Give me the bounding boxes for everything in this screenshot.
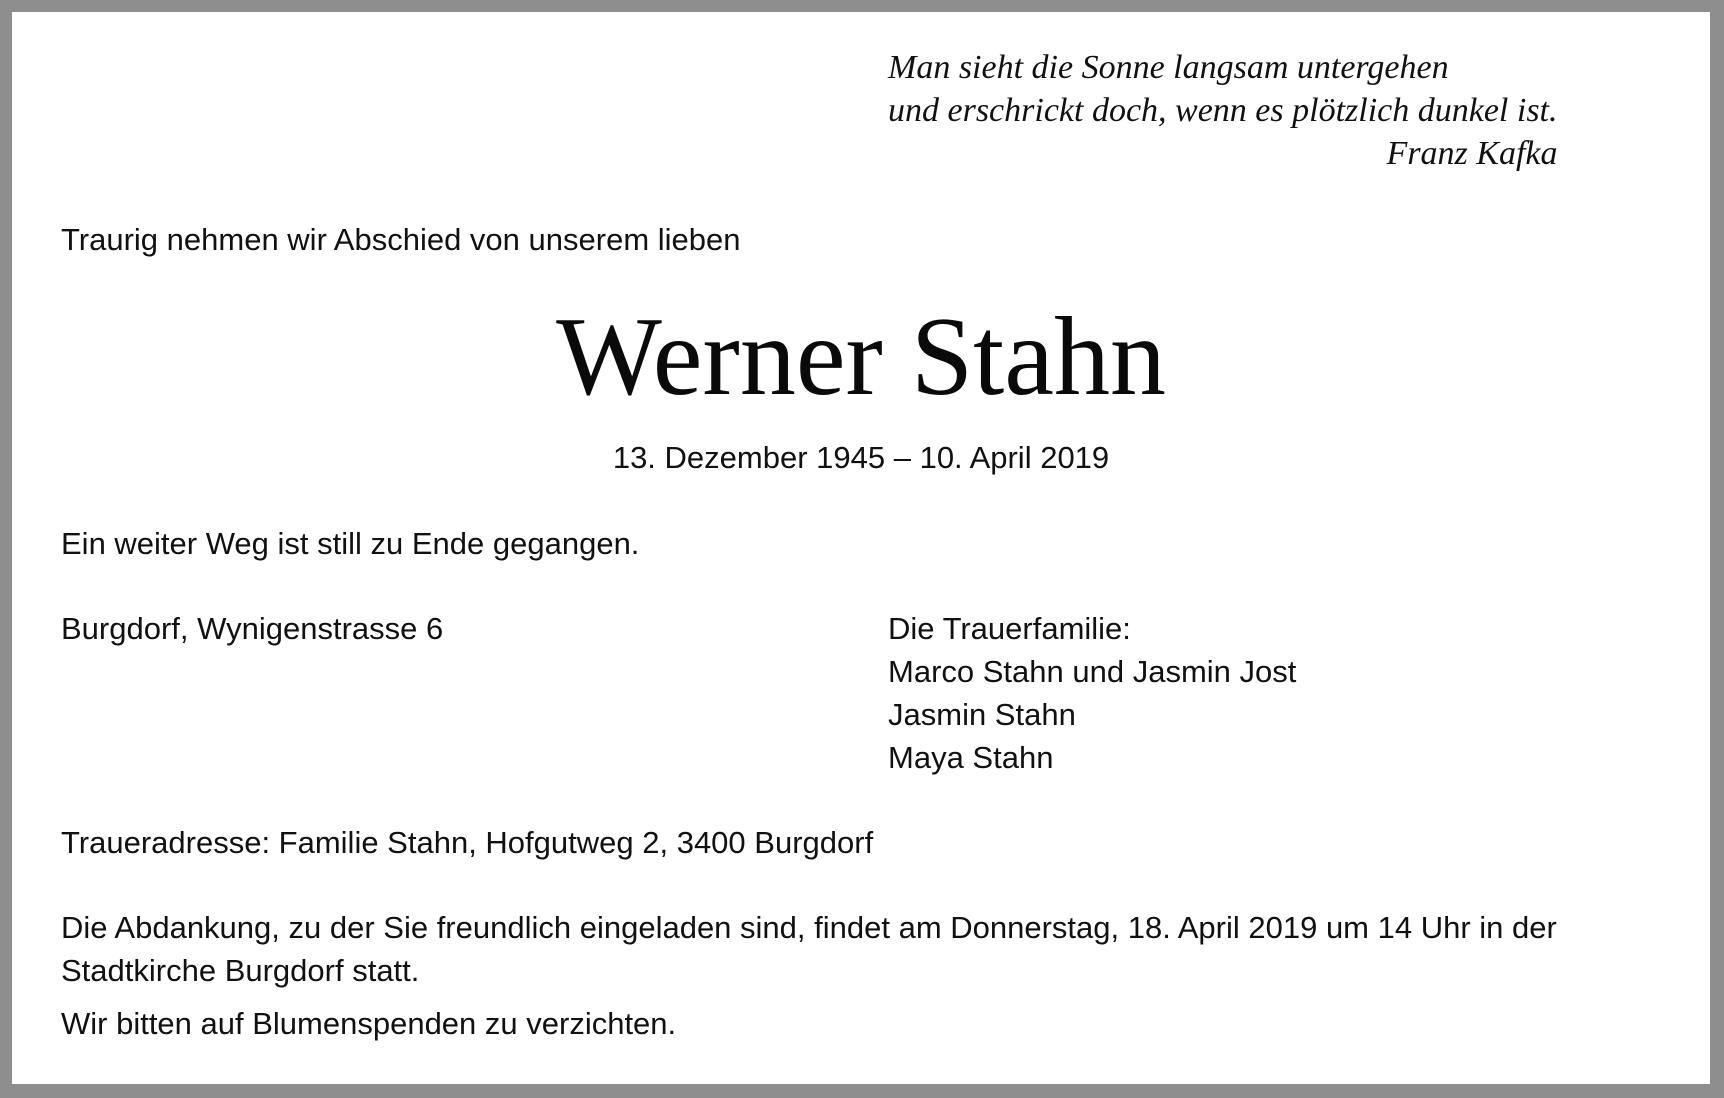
family-member: Jasmin Stahn [888,697,1076,732]
service-details: Die Abdankung, zu der Sie freundlich eingeladen sind, findet am Donnerstag, 18. April 2019 um 14 Uhr in der Stadtkirche Burgdorf statt. [61,910,1557,988]
obituary-notice [12,12,1710,1084]
flowers-note: Wir bitten auf Blumenspenden zu verzichten. [61,1006,677,1041]
life-dates: 13. Dezember 1945 – 10. April 2019 [612,440,1110,475]
quote-line-2: und erschrickt doch, wenn es plötzlich dunkel ist. [888,92,1558,129]
intro-text: Traurig nehmen wir Abschied von unserem lieben [61,222,741,257]
deceased-name: Werner Stahn [556,295,1166,419]
family-heading: Die Trauerfamilie: [888,611,1131,646]
mourning-family [888,607,1296,779]
family-member: Maya Stahn [888,740,1054,775]
quote-author: Franz Kafka [1386,135,1558,172]
saying-text: Ein weiter Weg ist still zu Ende gegangen. [61,526,640,561]
quote-line-1: Man sieht die Sonne langsam untergehen [888,49,1449,86]
kafka-quote [888,46,1558,175]
family-member: Marco Stahn und Jasmin Jost [888,654,1297,689]
home-address: Burgdorf, Wynigenstrasse 6 [61,611,444,646]
mourning-address: Traueradresse: Familie Stahn, Hofgutweg 2, 3400 Burgdorf [61,825,874,860]
